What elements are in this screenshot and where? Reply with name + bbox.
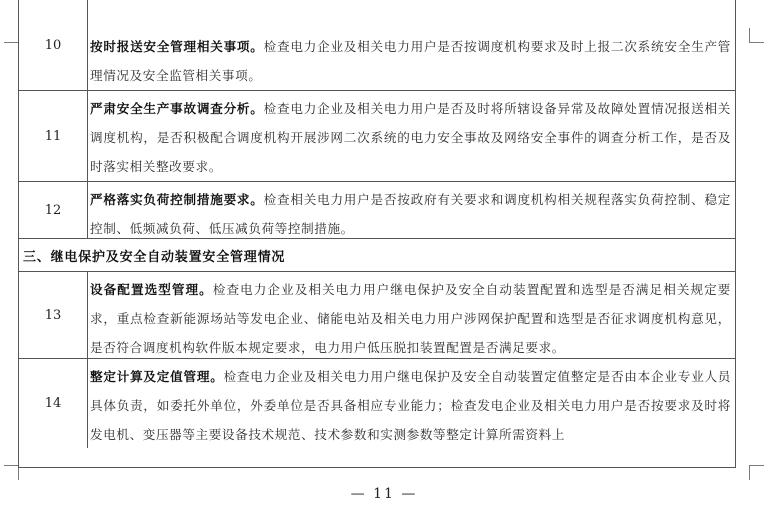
row-number: 10 xyxy=(19,0,88,90)
table-row xyxy=(19,272,735,359)
row-number: 11 xyxy=(19,91,88,181)
item-description: 检查相关电力用户是否按政府有关要求和调度机构相关规程落实负荷控制、稳定控制、低频减负荷、低压减负荷等控制措施。 xyxy=(90,192,731,236)
item-description: 检查电力企业及相关电力用户继电保护及安全自动装置定值整定是否由本企业专业人员具体负责，如委托外单位，外委单位是否具备相应专业能力；检查发电企业及相关电力用户是否按要求及时将发电机、变压器等主要设备技术规范、技术参数和实测参数等整定计算所需资料上 xyxy=(90,369,731,442)
section-header-row xyxy=(19,239,735,272)
row-content xyxy=(88,91,735,181)
item-heading: 设备配置选型管理。 xyxy=(90,282,213,297)
crop-mark-top-right xyxy=(749,28,764,43)
item-description: 检查电力企业及相关电力用户继电保护及安全自动装置配置和选型是否满足相关规定要求，重点检查新能源场站等发电企业、储能电站及相关电力用户涉网保护配置和选型是否征求调度机构意见，是否符合调度机构软件版本规定要求，电力用户低压脱扣装置配置是否满足要求。 xyxy=(90,282,731,355)
item-description: 检查电力企业及相关电力用户是否及时将所辖设备异常及故障处置情况报送相关调度机构，是否积极配合调度机构开展涉网二次系统的电力安全事故及网络安全事件的调查分析工作，是否及时落实相关整改要求。 xyxy=(90,101,731,174)
crop-mark-top-left xyxy=(4,28,19,43)
table-row xyxy=(19,359,735,448)
page-number: — 11 — xyxy=(350,486,418,502)
crop-mark-bottom-right xyxy=(749,465,764,480)
table-row xyxy=(19,91,735,182)
item-heading: 严格落实负荷控制措施要求。 xyxy=(90,192,264,207)
table-row xyxy=(19,182,735,239)
row-number: 13 xyxy=(19,272,88,358)
table-row xyxy=(19,0,735,91)
item-heading: 整定计算及定值管理。 xyxy=(90,369,224,384)
crop-mark-bottom-left xyxy=(4,465,19,480)
row-content xyxy=(88,272,735,358)
item-heading: 严肃安全生产事故调查分析。 xyxy=(90,101,264,116)
item-description: 检查电力企业及相关电力用户是否按调度机构要求及时上报二次系统安全生产管理情况及安全监管相关事项。 xyxy=(90,39,731,83)
inspection-table xyxy=(18,0,736,468)
item-heading: 按时报送安全管理相关事项。 xyxy=(90,39,264,54)
row-number: 12 xyxy=(19,182,88,238)
row-content xyxy=(88,182,735,238)
row-number: 14 xyxy=(19,359,88,448)
row-content xyxy=(88,0,735,90)
section-title: 三、继电保护及安全自动装置安全管理情况 xyxy=(23,249,286,265)
row-content xyxy=(88,359,735,448)
